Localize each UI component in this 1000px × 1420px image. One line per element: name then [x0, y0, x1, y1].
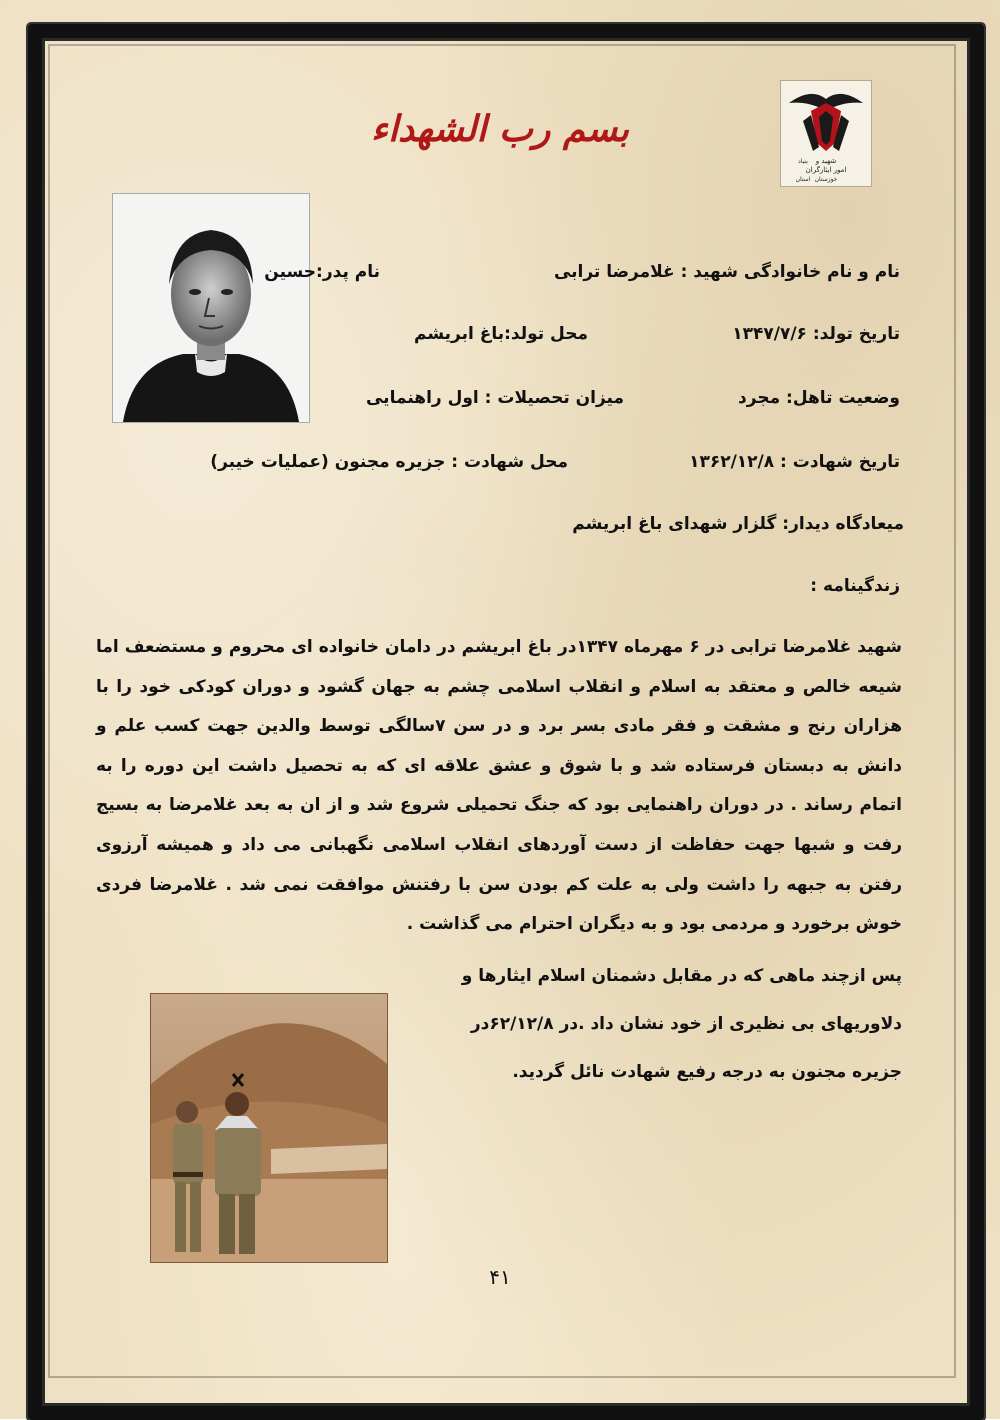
burial-place: میعادگاه دیدار: گلزار شهدای باغ ابریشم — [572, 514, 904, 534]
martyrdom-date: تاریخ شهادت : ۱۳۶۲/۱۲/۸ — [689, 452, 900, 472]
birth-date: تاریخ تولد: ۱۳۴۷/۷/۶ — [732, 324, 900, 344]
biography-paragraph: شهید غلامرضا ترابی در ۶ مهرماه ۱۳۴۷در باغ ابریشم در دامان خانواده ای محروم و مستضعف اما شیعه خالص و معتقد به اسلام و انقلاب اسلامی چشم به جهان گشود و دوران کودکی خود را با هزاران رنج و مشقت و فقر مادی بسر برد و در سن ۷سالگی توسط والدین جهت کسب علم و دانش به دبستان فرستاده شد و با شوق و عشق علاقه ای که به تحصیل داشت این دوره را به اتمام رساند . در دوران راهنمایی بود که جنگ تحمیلی شروع شد و از ان به بعد غلامرضا به بسیج رفت و شبها جهت حفاظت از دست آوردهای انقلاب اسلامی نگهبانی می داد و همیشه آرزوی رفتن به جبهه را داشت ولی به علت کم بودن سن با رفتنش موافقت نمی شد . غلامرضا فردی خوش برخورد و مردمی بود و به دیگران احترام می گذاشت . — [96, 637, 902, 935]
father-name: نام پدر:حسین — [264, 262, 380, 282]
page-number: ۴۱ — [489, 1265, 511, 1289]
martyrdom-paragraph: پس ازچند ماهی که در مقابل دشمنان اسلام ایثارها و دلاوریهای بی نظیری از خود نشان داد .در ۶۲/۱۲/۸در جزیره مجنون به درجه رفیع شهادت نائل گردید. — [461, 966, 902, 1082]
logo-text-line3: خوزستان — [814, 176, 838, 183]
birth-place: محل تولد:باغ ابریشم — [413, 324, 588, 344]
logo-text-line1: شهید و — [815, 157, 837, 165]
education-level: میزان تحصیلات : اول راهنمایی — [365, 388, 624, 408]
logo-text-line0: بنیاد — [798, 158, 808, 165]
martyr-name: نام و نام خانوادگی شهید : غلامرضا ترابی — [553, 262, 900, 282]
field-photo — [150, 993, 388, 1263]
logo-text-line2: امور ایثارگران — [805, 166, 847, 174]
martyr-portrait — [112, 193, 310, 423]
logo-text-line4: استان — [795, 176, 811, 183]
marital-status: وضعیت تاهل: مجرد — [738, 388, 900, 408]
biography-heading: زندگینامه : — [810, 576, 900, 596]
basmala-heading: بسم رب الشهداء — [371, 108, 629, 150]
foundation-logo-icon — [780, 80, 872, 187]
martyrdom-place: محل شهادت : جزیره مجنون (عملیات خیبر) — [210, 452, 568, 472]
